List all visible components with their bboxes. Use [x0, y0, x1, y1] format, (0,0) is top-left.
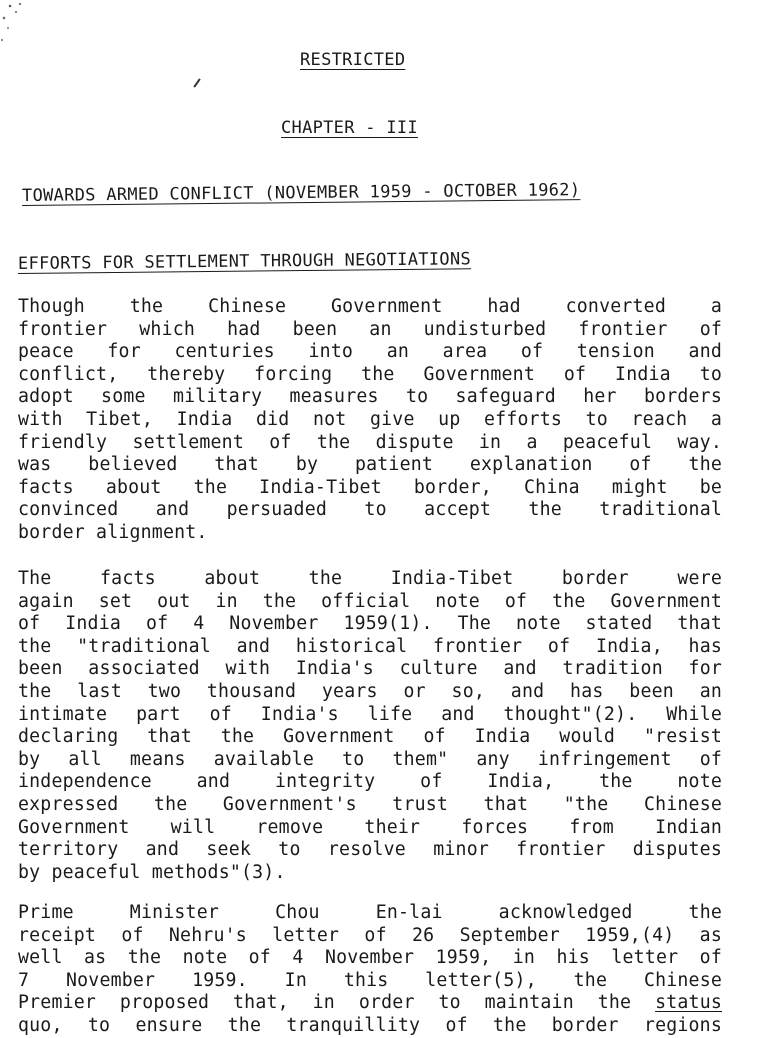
text-line: frontier which had been an undisturbed frontier of	[18, 318, 722, 340]
paragraph-2	[18, 568, 722, 884]
text-line: peace for centuries into an area of tension and	[18, 341, 722, 363]
text-line: was believed that by patient explanation of the	[18, 454, 722, 476]
text-line: adopt some military measures to safeguard her borders	[18, 386, 722, 408]
text-line: the "traditional and historical frontier of India, has	[18, 635, 722, 657]
stray-pen-mark	[193, 78, 200, 87]
text-line: by peaceful methods"(3).	[18, 861, 286, 883]
classification-label: RESTRICTED	[300, 50, 406, 70]
text-line: the last two thousand years or so, and has been an	[18, 680, 722, 702]
text-line: again set out in the official note of the Government	[18, 590, 722, 612]
text-line: quo, to ensure the tranquillity of the border regions	[18, 1014, 722, 1036]
text-line: conflict, thereby forcing the Government of India to	[18, 363, 722, 385]
text-line: with Tibet, India did not give up efforts to reach a	[18, 408, 722, 430]
text-line: friendly settlement of the dispute in a peaceful way.	[18, 431, 722, 453]
text-line-with-emphasis	[18, 992, 722, 1015]
text-line: Government will remove their forces from Indian	[18, 816, 722, 838]
text-line-prefix: Premier proposed that, in order to maintain the	[18, 992, 656, 1014]
text-line: 7 November 1959. In this letter(5), the Chinese	[18, 969, 722, 991]
text-line: expressed the Government's trust that "the Chinese	[18, 793, 722, 815]
text-line: border alignment.	[18, 521, 208, 543]
underlined-term: status	[655, 992, 722, 1014]
section-heading: EFFORTS FOR SETTLEMENT THROUGH NEGOTIATIONS	[17, 249, 472, 274]
text-line: Prime Minister Chou En-lai acknowledged the	[18, 902, 722, 923]
text-line: territory and seek to resolve minor frontier disputes	[18, 839, 722, 861]
text-line: intimate part of India's life and thought"(2). While	[18, 703, 722, 725]
text-line: facts about the India-Tibet border, China might be	[18, 476, 722, 498]
text-line: by all means available to them" any infringement of	[18, 748, 722, 770]
paragraph-1	[18, 296, 722, 545]
text-line: receipt of Nehru's letter of 26 September 1959,(4) as	[18, 924, 722, 946]
paragraph-3	[18, 902, 722, 1038]
text-line: Though the Chinese Government had converted a	[18, 296, 722, 317]
text-line: declaring that the Government of India would "resist	[18, 726, 722, 748]
text-line: of India of 4 November 1959(1). The note stated that	[18, 613, 722, 635]
chapter-title: TOWARDS ARMED CONFLICT (NOVEMBER 1959 - OCTOBER 1962)	[21, 180, 581, 206]
scan-speckle	[0, 0, 40, 60]
text-line: convinced and persuaded to accept the traditional	[18, 499, 722, 521]
text-line: been associated with India's culture and tradition for	[18, 658, 722, 680]
text-line: independence and integrity of India, the note	[18, 771, 722, 793]
text-line: The facts about the India-Tibet border were	[18, 568, 722, 589]
chapter-heading: CHAPTER - III	[281, 118, 418, 138]
text-line: well as the note of 4 November 1959, in his letter of	[18, 947, 722, 969]
